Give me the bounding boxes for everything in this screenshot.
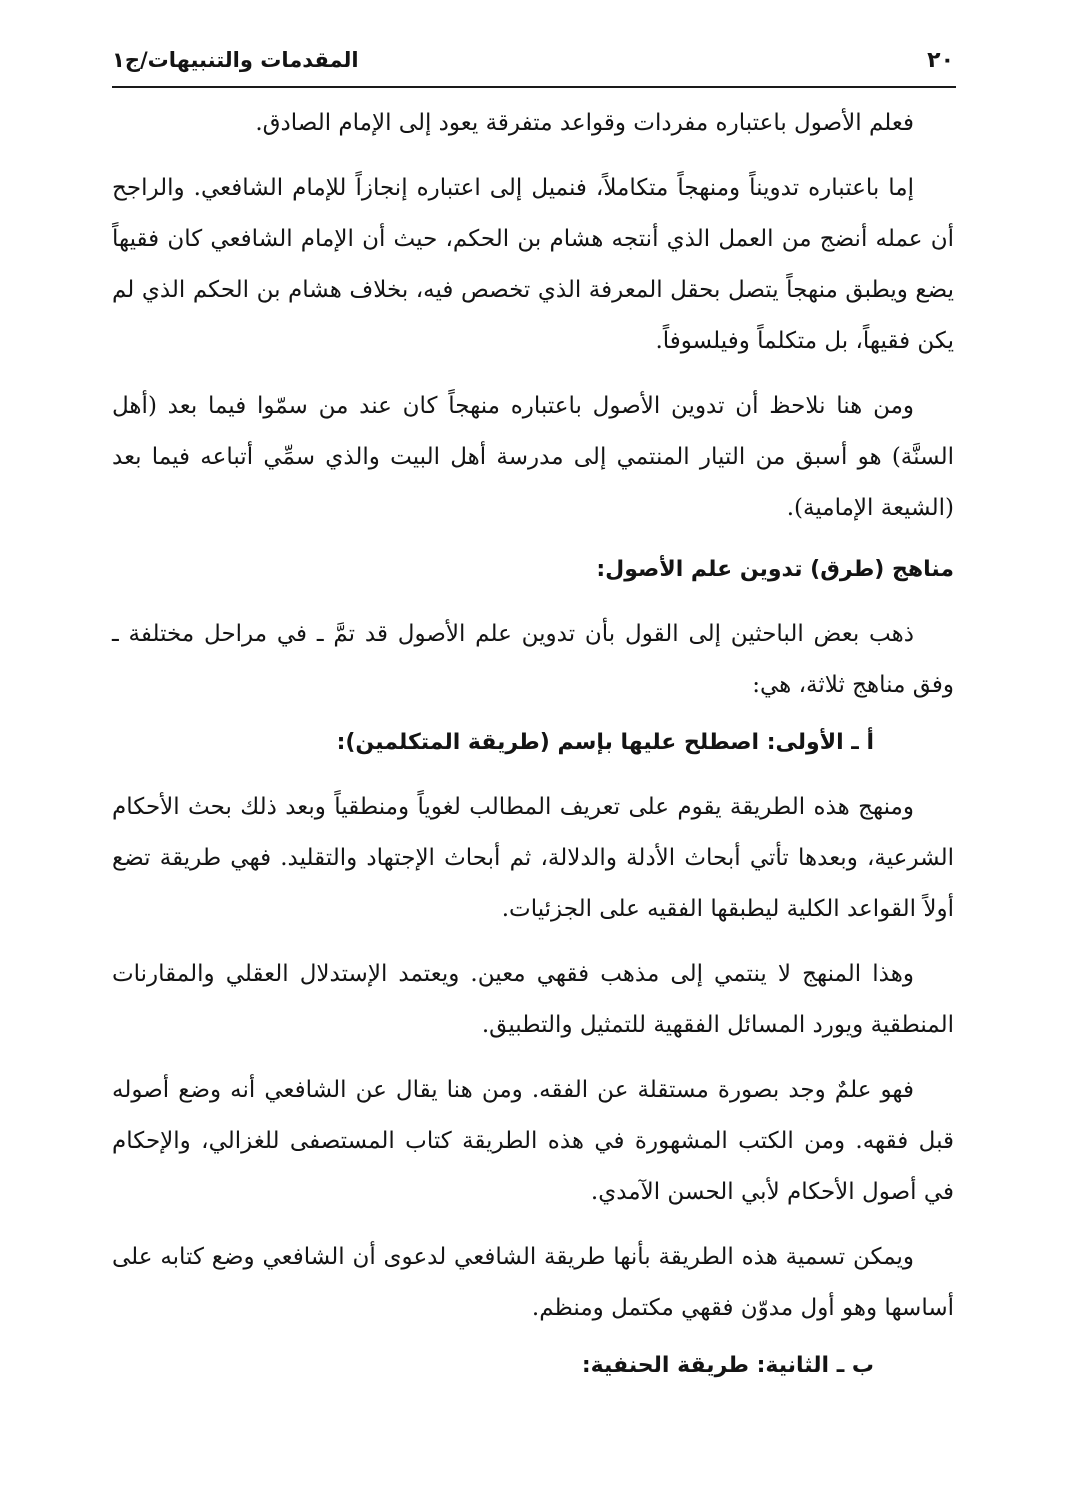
subsection-heading: ب ـ الثانية: طريقة الحنفية: [581,1353,874,1378]
paragraph: فهو علمٌ وجد بصورة مستقلة عن الفقه. ومن هنا يقال عن الشافعي أنه وضع أصوله قبل فقهه. ومن الكتب المشهورة في هذه الطريقة كتاب المستصفى للغزالي، والإحكام في أصول الأحكام لأبي الحسن الآمدي. [112,1077,954,1205]
header-divider [112,86,956,88]
paragraph: ومن هنا نلاحظ أن تدوين الأصول باعتباره منهجاً كان عند من سمّوا فيما بعد (أهل السنَّة) هو أسبق من التيار المنتمي إلى مدرسة أهل البيت والذي سمِّي أتباعه فيما بعد (الشيعة الإمامية). [112,393,954,521]
page-body [112,98,954,1391]
page-number: ٢٠ [927,47,954,73]
subsection-heading: أ ـ الأولى: اصطلح عليها بإسم (طريقة المتكلمين): [336,730,874,755]
paragraph: فعلم الأصول باعتباره مفردات وقواعد متفرقة يعود إلى الإمام الصادق. [255,110,914,136]
paragraph: ذهب بعض الباحثين إلى القول بأن تدوين علم الأصول قد تمَّ ـ في مراحل مختلفة ـ وفق مناهج ثلاثة، هي: [112,621,954,698]
paragraph: وهذا المنهج لا ينتمي إلى مذهب فقهي معين. ويعتمد الإستدلال العقلي والمقارنات المنطقية ويورد المسائل الفقهية للتمثيل والتطبيق. [112,961,954,1038]
paragraph: ومنهج هذه الطريقة يقوم على تعريف المطالب لغوياً ومنطقياً وبعد ذلك بحث الأحكام الشرعية، وبعدها تأتي أبحاث الأدلة والدلالة، ثم أبحاث الإجتهاد والتقليد. فهي طريقة تضع أولاً القواعد الكلية ليطبقها الفقيه على الجزئيات. [112,794,954,922]
paragraph: ويمكن تسمية هذه الطريقة بأنها طريقة الشافعي لدعوى أن الشافعي وضع كتابه على أساسها وهو أول مدوّن فقهي مكتمل ومنظم. [112,1244,954,1321]
paragraph: إما باعتباره تدويناً ومنهجاً متكاملاً، فنميل إلى اعتباره إنجازاً للإمام الشافعي. والراجح أن عمله أنضج من العمل الذي أنتجه هشام بن الحكم، حيث أن الإمام الشافعي كان فقيهاً يضع ويطبق منهجاً يتصل بحقل المعرفة الذي تخصص فيه، بخلاف هشام بن الحكم الذي لم يكن فقيهاً، بل متكلماً وفيلسوفاً. [112,175,954,354]
running-header [112,38,954,82]
section-heading: مناهج (طرق) تدوين علم الأصول: [596,557,954,582]
running-title: المقدمات والتنبيهات/ج١ [112,48,359,72]
